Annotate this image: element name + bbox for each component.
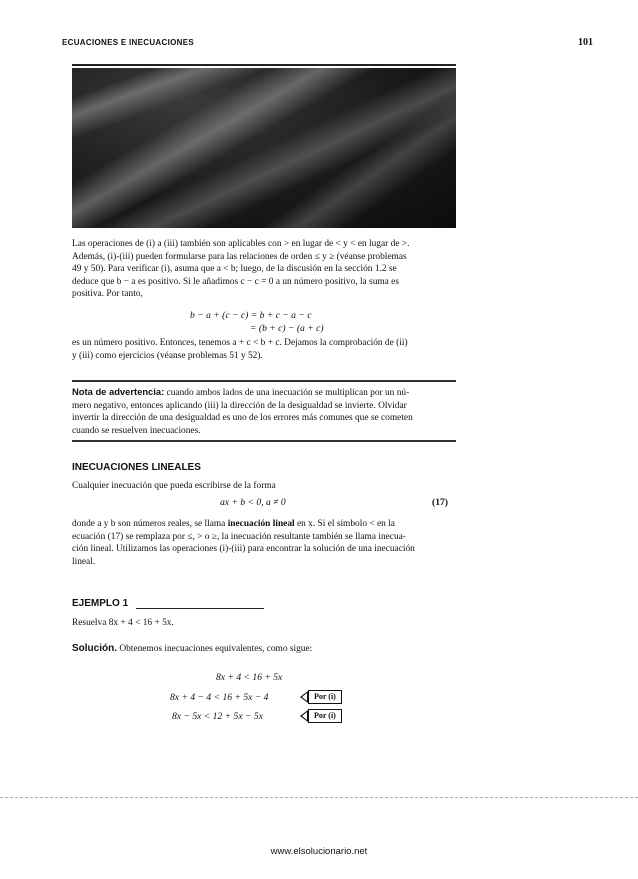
equation-line-1: b − a + (c − c) = b + c − a − c bbox=[190, 310, 312, 321]
note-top-rule bbox=[72, 380, 456, 382]
solution-intro: Solución. Obtenemos inecuaciones equivalentes, como sigue: bbox=[72, 643, 313, 654]
text-line: Las operaciones de (i) a (iii) también son aplicables con > en lugar de < y < en lugar de >. bbox=[72, 239, 410, 249]
text-line: es un número positivo. Entonces, tenemos a + c < b + c. Dejamos la comprobación de (ii) bbox=[72, 338, 408, 348]
note-label: Nota de advertencia: bbox=[72, 386, 165, 397]
linear-formula: ax + b < 0, a ≠ 0 bbox=[220, 497, 286, 508]
text-line: deduce que b − a es positivo. Si le añadimos c − c = 0 a un número positivo, la suma es bbox=[72, 276, 399, 287]
text-line: 49 y 50). Para verificar (i), asuma que a < b; luego, de la discusión en la sección 1.2 se bbox=[72, 264, 397, 275]
step-expression: 8x + 4 − 4 < 16 + 5x − 4 bbox=[170, 692, 269, 703]
paragraph-conclusion bbox=[72, 337, 456, 362]
warning-note bbox=[72, 386, 456, 437]
page-number: 101 bbox=[578, 37, 593, 48]
top-rule bbox=[72, 64, 456, 66]
note-text: cuando ambos lados de una inecuación se multiplican por un nú- bbox=[164, 388, 410, 398]
footer-url: www.elsolucionario.net bbox=[270, 846, 368, 857]
formula-number: (17) bbox=[432, 497, 448, 508]
equation-line-2: = (b + c) − (a + c) bbox=[250, 323, 324, 334]
note-bottom-rule bbox=[72, 440, 456, 442]
paragraph-operations bbox=[72, 238, 456, 301]
step-tag-label: Por (i) bbox=[308, 709, 342, 723]
example-underline bbox=[136, 608, 264, 609]
text-line: ción lineal. Utilizamos las operaciones (i)-(iii) para encontrar la solución de una inecuación bbox=[72, 544, 415, 555]
text-line: ecuación (17) se remplaza por ≤, > o ≥, la inecuación resultante también se llama inecua- bbox=[72, 531, 406, 542]
example-statement: Resuelva 8x + 4 < 16 + 5x. bbox=[72, 618, 174, 628]
step-expression: 8x − 5x < 12 + 5x − 5x bbox=[172, 711, 263, 722]
text-line: positiva. Por tanto, bbox=[72, 289, 143, 300]
example-title: EJEMPLO 1 bbox=[72, 598, 129, 609]
section-intro: Cualquier inecuación que pueda escribirse de la forma bbox=[72, 481, 276, 491]
text-line: y (iii) como ejercicios (véanse problemas 51 y 52). bbox=[72, 350, 263, 361]
text-line: lineal. bbox=[72, 556, 96, 567]
term-linear-inequality: inecuación lineal bbox=[227, 519, 295, 529]
text-line: invertir la dirección de una desigualdad es uno de los errores más comunes que se cometen bbox=[72, 413, 413, 424]
text-line: cuando se resuelven inecuaciones. bbox=[72, 425, 201, 436]
section-title: INECUACIONES LINEALES bbox=[72, 462, 201, 473]
solution-label: Solución. bbox=[72, 643, 117, 654]
step-tag-label: Por (i) bbox=[308, 690, 342, 704]
dark-photo bbox=[72, 68, 456, 228]
step-expression: 8x + 4 < 16 + 5x bbox=[216, 672, 283, 683]
text-line: Además, (i)-(iii) pueden formularse para las relaciones de orden ≤ y ≥ (véanse problemas bbox=[72, 251, 407, 262]
text-line: mero negativo, entonces aplicando (iii) la dirección de la desigualdad se invierte. Olvidar bbox=[72, 400, 407, 411]
running-title: ECUACIONES E INECUACIONES bbox=[62, 38, 194, 47]
page-bottom-line bbox=[0, 797, 638, 799]
section-definition: donde a y b son números reales, se llama inecuación lineal en x. Si el símbolo < en la ecuación (17) se remplaza por ≤, > o ≥, la inecuación resultante también se llama inecua- ción lineal. Utilizamos las operaciones (i)-(iii) para encontrar la solución de una inecuación lineal. bbox=[72, 518, 456, 568]
